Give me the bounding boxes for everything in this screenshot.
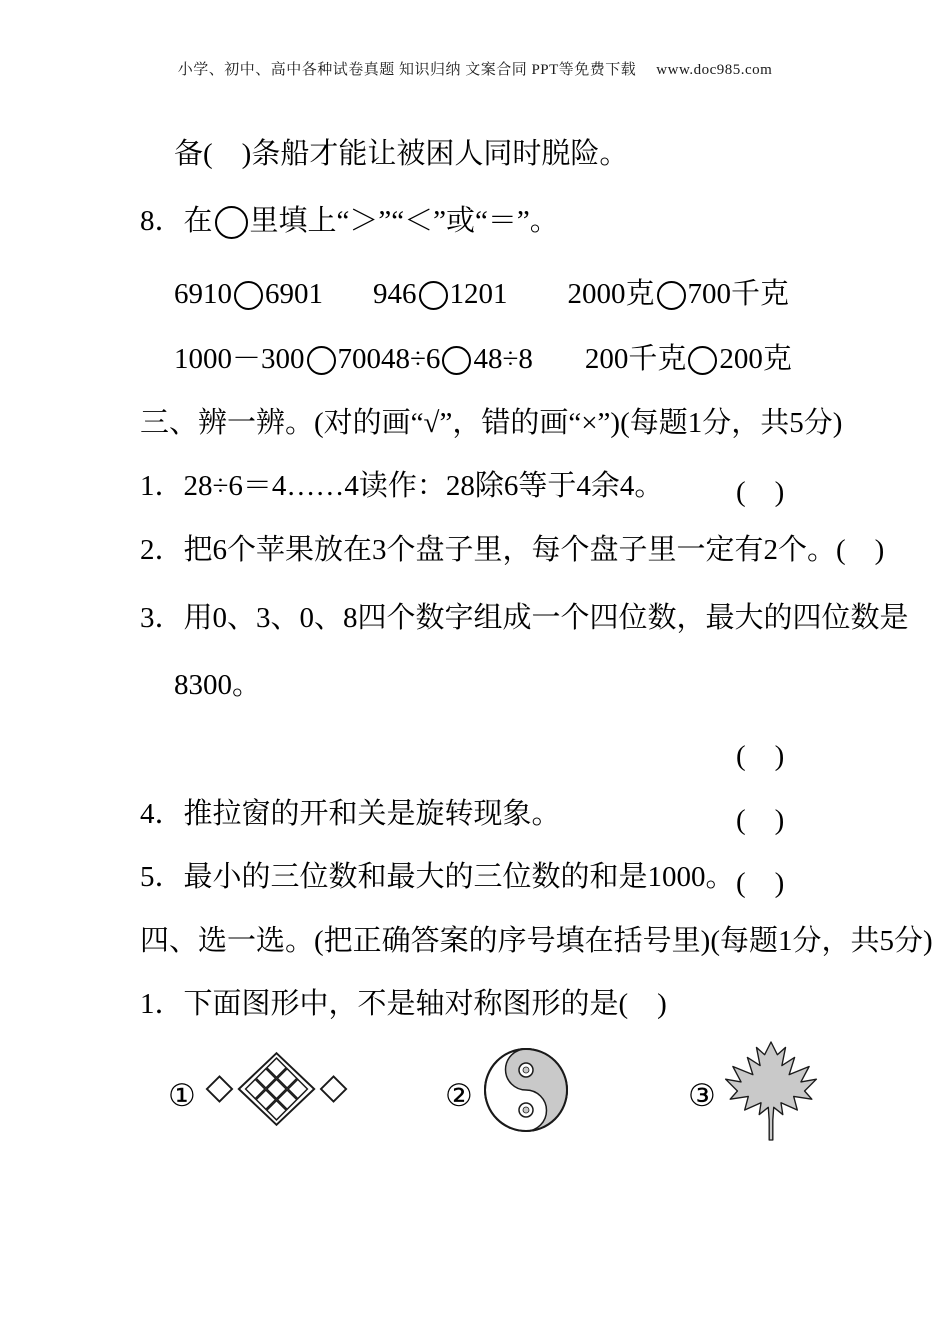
- tf-item-3-text: 3．用0、3、0、8四个数字组成一个四位数，最大的四位数是: [140, 602, 909, 634]
- section4-title: [140, 924, 933, 959]
- q8-comparison-row-1: [174, 277, 789, 312]
- answer-circle-blank[interactable]: [657, 281, 686, 310]
- option-2-label: ②: [445, 1078, 473, 1113]
- tf-item-3-text2: 8300。: [174, 669, 262, 701]
- tf-item-1-answer-bracket[interactable]: ( ): [736, 476, 785, 508]
- comparison-left-value: 2000克: [567, 278, 655, 310]
- comparison-left-value: 946: [373, 278, 417, 310]
- comparison-left-value: 200千克: [584, 343, 687, 375]
- comparison-item: [585, 343, 792, 375]
- tf-item-1: [140, 469, 663, 504]
- comparison-right-value: 48÷8: [473, 343, 533, 375]
- chinese-knot-figure: [204, 1050, 349, 1128]
- maple-leaf-figure: [722, 1038, 820, 1144]
- tf-item-4-text: 4．推拉窗的开和关是旋转现象。: [140, 798, 561, 830]
- tf-item-3-line1: [140, 601, 909, 636]
- q8-prefix: 8．在: [140, 205, 213, 237]
- header-promo-text: 小学、初中、高中各种试卷真题 知识归纳 文案合同 PPT等免费下载: [177, 62, 637, 78]
- comparison-item: [174, 343, 381, 375]
- answer-circle-blank[interactable]: [307, 346, 336, 375]
- tf-item-2-answer-bracket[interactable]: ( ): [836, 534, 885, 566]
- comparison-right-value: 700: [337, 343, 382, 375]
- choice-item-1: [140, 987, 667, 1022]
- tf-item-2-text: 2．把6个苹果放在3个盘子里，每个盘子里一定有2个。: [140, 534, 837, 566]
- choice-item-1-answer-bracket[interactable]: ( ): [618, 988, 667, 1020]
- q8-example-circle: [215, 206, 248, 239]
- answer-circle-blank[interactable]: [419, 281, 448, 310]
- comparison-item: [381, 343, 533, 375]
- comparison-item: [174, 278, 323, 310]
- option-3-label: ③: [688, 1078, 716, 1113]
- site-url: www.doc985.com: [656, 62, 773, 78]
- tf-item-5: [140, 860, 735, 895]
- answer-circle-blank[interactable]: [234, 281, 263, 310]
- question7-continuation-line: [174, 137, 628, 172]
- site-header: [0, 58, 950, 79]
- question8-title-line: [140, 204, 559, 239]
- comparison-item: [568, 278, 790, 310]
- comparison-left-value: 1000－300: [174, 343, 305, 375]
- tf-item-3-answer-bracket[interactable]: ( ): [736, 740, 785, 772]
- comparison-left-value: 48÷6: [381, 343, 441, 375]
- comparison-right-value: 700千克: [687, 278, 790, 310]
- comparison-left-value: 6910: [174, 278, 232, 310]
- q8-suffix: 里填上“＞”“＜”或“＝”。: [249, 205, 559, 237]
- comparison-right-value: 1201: [449, 278, 508, 310]
- tf-item-4-answer-bracket[interactable]: ( ): [736, 804, 785, 836]
- question7-text: 备( )条船才能让被困人同时脱险。: [174, 138, 629, 170]
- tf-item-5-answer-bracket[interactable]: ( ): [736, 867, 785, 899]
- taiji-yin-yang-figure: [482, 1046, 570, 1134]
- tf-item-5-text: 5．最小的三位数和最大的三位数的和是1000。: [140, 861, 735, 893]
- choice-item-1-text: 1．下面图形中，不是轴对称图形的是: [140, 988, 619, 1020]
- tf-item-4: [140, 797, 561, 832]
- tf-item-3-line2: [174, 668, 261, 703]
- section3-title-text: 三、辨一辨。(对的画“√”，错的画“×”)(每题1分，共5分): [140, 407, 843, 439]
- comparison-item: [373, 278, 508, 310]
- option-1-label: ①: [168, 1078, 196, 1113]
- answer-circle-blank[interactable]: [688, 346, 717, 375]
- tf-item-2: [140, 533, 884, 568]
- tf-item-1-text: 1．28÷6＝4……4读作：28除6等于4余4。: [140, 470, 664, 502]
- section3-title: [140, 406, 842, 441]
- comparison-right-value: 200克: [719, 343, 792, 375]
- answer-circle-blank[interactable]: [442, 346, 471, 375]
- q8-comparison-row-2: [174, 342, 792, 377]
- comparison-right-value: 6901: [265, 278, 323, 310]
- section4-title-text: 四、选一选。(把正确答案的序号填在括号里)(每题1分，共5分): [140, 925, 933, 957]
